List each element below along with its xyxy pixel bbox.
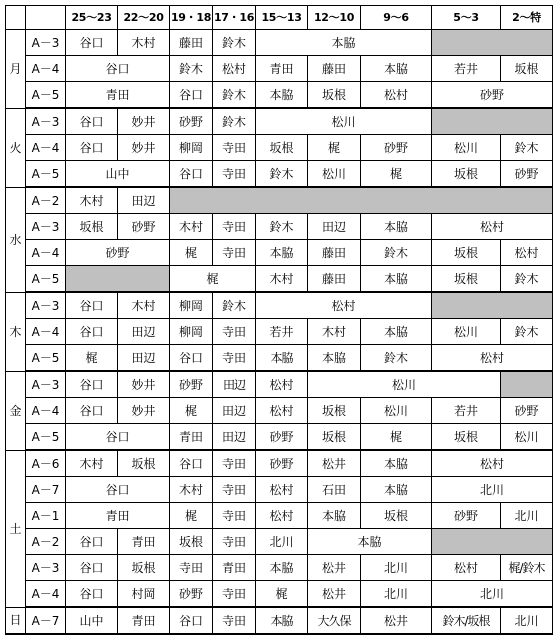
day-label: 日 bbox=[6, 607, 26, 634]
teacher-cell: 本脇 bbox=[361, 56, 432, 82]
teacher-cell: 妙井 bbox=[118, 135, 170, 161]
teacher-cell: 若井 bbox=[432, 398, 501, 424]
teacher-cell: 北川 bbox=[256, 529, 308, 555]
teacher-cell: 谷口 bbox=[66, 108, 118, 135]
teacher-cell: 谷口 bbox=[170, 607, 213, 634]
teacher-cell: 鈴木 bbox=[213, 82, 256, 109]
teacher-cell: 松村 bbox=[256, 371, 308, 398]
schedule-row bbox=[6, 266, 553, 293]
teacher-cell: 鈴木 bbox=[213, 292, 256, 319]
teacher-cell: 田辺 bbox=[118, 345, 170, 372]
teacher-cell: 谷口 bbox=[170, 161, 213, 188]
teacher-cell: 本脇 bbox=[361, 319, 432, 345]
room-label: A－5 bbox=[26, 161, 66, 188]
teacher-cell: 谷口 bbox=[66, 477, 170, 503]
teacher-cell: 田辺 bbox=[213, 398, 256, 424]
teacher-cell: 松村 bbox=[432, 345, 553, 372]
teacher-cell: 妙井 bbox=[118, 108, 170, 135]
teacher-cell: 山中 bbox=[66, 161, 170, 188]
schedule-row bbox=[6, 161, 553, 188]
teacher-cell: 本脇 bbox=[361, 214, 432, 240]
teacher-cell: 若井 bbox=[256, 319, 308, 345]
teacher-cell: 青田 bbox=[118, 529, 170, 555]
teacher-cell: 松村 bbox=[432, 214, 553, 240]
column-header: 22～20 bbox=[118, 6, 170, 30]
teacher-cell: 梶/鈴木 bbox=[501, 555, 553, 581]
teacher-cell: 砂野 bbox=[256, 450, 308, 477]
teacher-cell: 砂野 bbox=[118, 214, 170, 240]
teacher-cell: 本脇 bbox=[308, 345, 361, 372]
teacher-cell: 田辺 bbox=[213, 371, 256, 398]
teacher-cell: 藤田 bbox=[308, 56, 361, 82]
schedule-row bbox=[6, 135, 553, 161]
unavailable-cell bbox=[432, 30, 553, 56]
teacher-cell: 本脇 bbox=[308, 503, 361, 529]
schedule-row bbox=[6, 555, 553, 581]
room-label: A－4 bbox=[26, 240, 66, 266]
column-header: 5～3 bbox=[432, 6, 501, 30]
teacher-cell: 鈴木 bbox=[501, 319, 553, 345]
teacher-cell: 鈴木 bbox=[256, 161, 308, 188]
schedule-row bbox=[6, 292, 553, 319]
teacher-cell: 谷口 bbox=[170, 345, 213, 372]
teacher-cell: 谷口 bbox=[66, 30, 118, 56]
teacher-cell: 坂根 bbox=[432, 240, 501, 266]
teacher-cell: 松村 bbox=[213, 56, 256, 82]
teacher-cell: 寺田 bbox=[170, 555, 213, 581]
teacher-cell: 谷口 bbox=[66, 529, 118, 555]
teacher-cell: 寺田 bbox=[213, 240, 256, 266]
teacher-cell: 鈴木 bbox=[501, 135, 553, 161]
teacher-cell: 梶 bbox=[170, 503, 213, 529]
teacher-cell: 砂野 bbox=[432, 82, 553, 109]
teacher-cell: 松井 bbox=[308, 450, 361, 477]
teacher-cell: 梶 bbox=[256, 581, 308, 608]
teacher-cell: 梶 bbox=[170, 266, 256, 293]
teacher-cell: 本脇 bbox=[256, 82, 308, 109]
teacher-cell: 田辺 bbox=[213, 424, 256, 451]
teacher-cell: 山中 bbox=[66, 607, 118, 634]
teacher-cell: 砂野 bbox=[170, 581, 213, 608]
teacher-cell: 木村 bbox=[66, 187, 118, 214]
teacher-cell: 鈴木/坂根 bbox=[432, 607, 501, 634]
room-label: A－4 bbox=[26, 319, 66, 345]
room-label: A－4 bbox=[26, 135, 66, 161]
day-label: 火 bbox=[6, 108, 26, 187]
teacher-cell: 砂野 bbox=[432, 503, 501, 529]
teacher-cell: 田辺 bbox=[118, 319, 170, 345]
schedule-row bbox=[6, 450, 553, 477]
schedule-row bbox=[6, 529, 553, 555]
teacher-cell: 田辺 bbox=[308, 214, 361, 240]
schedule-row bbox=[6, 214, 553, 240]
schedule-table bbox=[5, 5, 553, 635]
teacher-cell: 北川 bbox=[501, 607, 553, 634]
teacher-cell: 大久保 bbox=[308, 607, 361, 634]
teacher-cell: 本脇 bbox=[361, 477, 432, 503]
teacher-cell: 谷口 bbox=[170, 82, 213, 109]
teacher-cell: 梶 bbox=[361, 424, 432, 451]
teacher-cell: 松村 bbox=[432, 555, 501, 581]
room-label: A－1 bbox=[26, 503, 66, 529]
teacher-cell: 松井 bbox=[308, 581, 361, 608]
teacher-cell: 坂根 bbox=[361, 503, 432, 529]
teacher-cell: 柳岡 bbox=[170, 135, 213, 161]
teacher-cell: 木村 bbox=[308, 319, 361, 345]
teacher-cell: 北川 bbox=[432, 477, 553, 503]
teacher-cell: 松川 bbox=[361, 398, 432, 424]
teacher-cell: 北川 bbox=[361, 581, 432, 608]
unavailable-cell bbox=[432, 108, 553, 135]
teacher-cell: 坂根 bbox=[170, 529, 213, 555]
teacher-cell: 坂根 bbox=[118, 450, 170, 477]
teacher-cell: 坂根 bbox=[308, 398, 361, 424]
teacher-cell: 松村 bbox=[501, 240, 553, 266]
teacher-cell: 寺田 bbox=[213, 450, 256, 477]
teacher-cell: 松川 bbox=[256, 108, 432, 135]
teacher-cell: 寺田 bbox=[213, 214, 256, 240]
column-header: 12～10 bbox=[308, 6, 361, 30]
room-label: A－2 bbox=[26, 529, 66, 555]
teacher-cell: 寺田 bbox=[213, 607, 256, 634]
teacher-cell: 松川 bbox=[432, 135, 501, 161]
teacher-cell: 鈴木 bbox=[361, 345, 432, 372]
teacher-cell: 鈴木 bbox=[213, 30, 256, 56]
room-label: A－5 bbox=[26, 82, 66, 109]
teacher-cell: 砂野 bbox=[256, 424, 308, 451]
schedule-row bbox=[6, 108, 553, 135]
teacher-cell: 田辺 bbox=[118, 187, 170, 214]
teacher-cell: 寺田 bbox=[213, 503, 256, 529]
room-label: A－3 bbox=[26, 30, 66, 56]
teacher-cell: 谷口 bbox=[170, 450, 213, 477]
teacher-cell: 藤田 bbox=[308, 266, 361, 293]
room-label: A－3 bbox=[26, 108, 66, 135]
teacher-cell: 村岡 bbox=[118, 581, 170, 608]
teacher-cell: 本脇 bbox=[256, 30, 432, 56]
schedule-body bbox=[6, 30, 553, 635]
teacher-cell: 妙井 bbox=[118, 371, 170, 398]
schedule-row bbox=[6, 398, 553, 424]
room-label: A－2 bbox=[26, 187, 66, 214]
teacher-cell: 本脇 bbox=[361, 266, 432, 293]
teacher-cell: 松村 bbox=[256, 292, 432, 319]
room-label: A－3 bbox=[26, 292, 66, 319]
room-label: A－3 bbox=[26, 214, 66, 240]
teacher-cell: 柳岡 bbox=[170, 319, 213, 345]
teacher-cell: 木村 bbox=[66, 450, 118, 477]
column-header: 17・16 bbox=[213, 6, 256, 30]
teacher-cell: 寺田 bbox=[213, 345, 256, 372]
teacher-cell: 砂野 bbox=[170, 371, 213, 398]
teacher-cell: 谷口 bbox=[66, 424, 170, 451]
teacher-cell: 松川 bbox=[308, 161, 361, 188]
room-label: A－6 bbox=[26, 450, 66, 477]
schedule-row bbox=[6, 56, 553, 82]
teacher-cell: 谷口 bbox=[66, 319, 118, 345]
teacher-cell: 寺田 bbox=[213, 529, 256, 555]
unavailable-cell bbox=[432, 292, 553, 319]
teacher-cell: 本脇 bbox=[361, 450, 432, 477]
teacher-cell: 谷口 bbox=[66, 56, 170, 82]
teacher-cell: 木村 bbox=[170, 214, 213, 240]
teacher-cell: 砂野 bbox=[501, 161, 553, 188]
teacher-cell: 妙井 bbox=[118, 398, 170, 424]
teacher-cell: 藤田 bbox=[308, 240, 361, 266]
teacher-cell: 寺田 bbox=[213, 319, 256, 345]
teacher-cell: 松井 bbox=[308, 555, 361, 581]
teacher-cell: 鈴木 bbox=[170, 56, 213, 82]
teacher-cell: 梶 bbox=[308, 135, 361, 161]
teacher-cell: 鈴木 bbox=[501, 266, 553, 293]
teacher-cell: 谷口 bbox=[66, 555, 118, 581]
schedule-row bbox=[6, 503, 553, 529]
teacher-cell: 寺田 bbox=[213, 161, 256, 188]
teacher-cell: 谷口 bbox=[66, 398, 118, 424]
corner-cell bbox=[6, 6, 26, 30]
teacher-cell: 本脇 bbox=[256, 345, 308, 372]
teacher-cell: 梶 bbox=[170, 398, 213, 424]
room-label: A－4 bbox=[26, 398, 66, 424]
teacher-cell: 坂根 bbox=[432, 424, 501, 451]
room-label: A－4 bbox=[26, 56, 66, 82]
teacher-cell: 松川 bbox=[308, 371, 501, 398]
teacher-cell: 坂根 bbox=[432, 161, 501, 188]
unavailable-cell bbox=[432, 529, 553, 555]
teacher-cell: 梶 bbox=[170, 240, 213, 266]
schedule-row bbox=[6, 477, 553, 503]
column-header: 15～13 bbox=[256, 6, 308, 30]
room-label: A－7 bbox=[26, 607, 66, 634]
teacher-cell: 木村 bbox=[170, 477, 213, 503]
teacher-cell: 砂野 bbox=[361, 135, 432, 161]
teacher-cell: 砂野 bbox=[501, 398, 553, 424]
teacher-cell: 坂根 bbox=[501, 56, 553, 82]
schedule-row bbox=[6, 371, 553, 398]
teacher-cell: 砂野 bbox=[66, 240, 170, 266]
teacher-cell: 坂根 bbox=[308, 82, 361, 109]
day-label: 木 bbox=[6, 292, 26, 371]
schedule-row bbox=[6, 607, 553, 634]
unavailable-cell bbox=[66, 266, 170, 293]
teacher-cell: 木村 bbox=[118, 292, 170, 319]
room-label: A－3 bbox=[26, 371, 66, 398]
teacher-cell: 北川 bbox=[361, 555, 432, 581]
teacher-cell: 青田 bbox=[66, 82, 170, 109]
teacher-cell: 谷口 bbox=[66, 371, 118, 398]
teacher-cell: 松村 bbox=[256, 398, 308, 424]
teacher-cell: 本脇 bbox=[256, 555, 308, 581]
room-label: A－7 bbox=[26, 477, 66, 503]
teacher-cell: 青田 bbox=[213, 555, 256, 581]
day-label: 水 bbox=[6, 187, 26, 292]
column-header: 9～6 bbox=[361, 6, 432, 30]
teacher-cell: 坂根 bbox=[66, 214, 118, 240]
teacher-cell: 砂野 bbox=[170, 108, 213, 135]
room-label: A－3 bbox=[26, 555, 66, 581]
teacher-cell: 鈴木 bbox=[361, 240, 432, 266]
teacher-cell: 青田 bbox=[118, 607, 170, 634]
teacher-cell: 寺田 bbox=[213, 477, 256, 503]
teacher-cell: 松井 bbox=[361, 607, 432, 634]
teacher-cell: 柳岡 bbox=[170, 292, 213, 319]
teacher-cell: 松川 bbox=[501, 424, 553, 451]
teacher-cell: 坂根 bbox=[256, 135, 308, 161]
unavailable-cell bbox=[501, 371, 553, 398]
teacher-cell: 鈴木 bbox=[256, 214, 308, 240]
teacher-cell: 北川 bbox=[501, 503, 553, 529]
schedule-row bbox=[6, 187, 553, 214]
room-label: A－5 bbox=[26, 345, 66, 372]
teacher-cell: 松村 bbox=[256, 503, 308, 529]
corner-cell bbox=[26, 6, 66, 30]
column-header: 25～23 bbox=[66, 6, 118, 30]
teacher-cell: 木村 bbox=[256, 266, 308, 293]
room-label: A－4 bbox=[26, 581, 66, 608]
teacher-cell: 青田 bbox=[256, 56, 308, 82]
teacher-cell: 谷口 bbox=[66, 581, 118, 608]
teacher-cell: 坂根 bbox=[118, 555, 170, 581]
teacher-cell: 寺田 bbox=[213, 581, 256, 608]
room-label: A－5 bbox=[26, 424, 66, 451]
schedule-page bbox=[5, 5, 545, 636]
day-label: 月 bbox=[6, 30, 26, 109]
day-label: 土 bbox=[6, 450, 26, 607]
day-label: 金 bbox=[6, 371, 26, 450]
teacher-cell: 北川 bbox=[432, 581, 553, 608]
teacher-cell: 石田 bbox=[308, 477, 361, 503]
teacher-cell: 青田 bbox=[66, 503, 170, 529]
schedule-row bbox=[6, 345, 553, 372]
room-label: A－5 bbox=[26, 266, 66, 293]
teacher-cell: 松村 bbox=[432, 450, 553, 477]
teacher-cell: 松川 bbox=[432, 319, 501, 345]
teacher-cell: 本脇 bbox=[256, 240, 308, 266]
teacher-cell: 藤田 bbox=[170, 30, 213, 56]
schedule-row bbox=[6, 240, 553, 266]
teacher-cell: 坂根 bbox=[432, 266, 501, 293]
teacher-cell: 松村 bbox=[256, 477, 308, 503]
teacher-cell: 木村 bbox=[118, 30, 170, 56]
teacher-cell: 青田 bbox=[170, 424, 213, 451]
teacher-cell: 鈴木 bbox=[213, 108, 256, 135]
teacher-cell: 梶 bbox=[361, 161, 432, 188]
teacher-cell: 本脇 bbox=[308, 529, 432, 555]
schedule-row bbox=[6, 30, 553, 56]
teacher-cell: 谷口 bbox=[66, 135, 118, 161]
header-row bbox=[6, 6, 553, 30]
column-header: 2～特 bbox=[501, 6, 553, 30]
teacher-cell: 谷口 bbox=[66, 292, 118, 319]
schedule-row bbox=[6, 424, 553, 451]
schedule-row bbox=[6, 82, 553, 109]
teacher-cell: 坂根 bbox=[308, 424, 361, 451]
column-header: 19・18 bbox=[170, 6, 213, 30]
teacher-cell: 若井 bbox=[432, 56, 501, 82]
teacher-cell: 松村 bbox=[361, 82, 432, 109]
teacher-cell: 梶 bbox=[66, 345, 118, 372]
unavailable-cell bbox=[170, 187, 553, 214]
teacher-cell: 寺田 bbox=[213, 135, 256, 161]
teacher-cell: 本脇 bbox=[256, 607, 308, 634]
schedule-row bbox=[6, 319, 553, 345]
schedule-row bbox=[6, 581, 553, 608]
